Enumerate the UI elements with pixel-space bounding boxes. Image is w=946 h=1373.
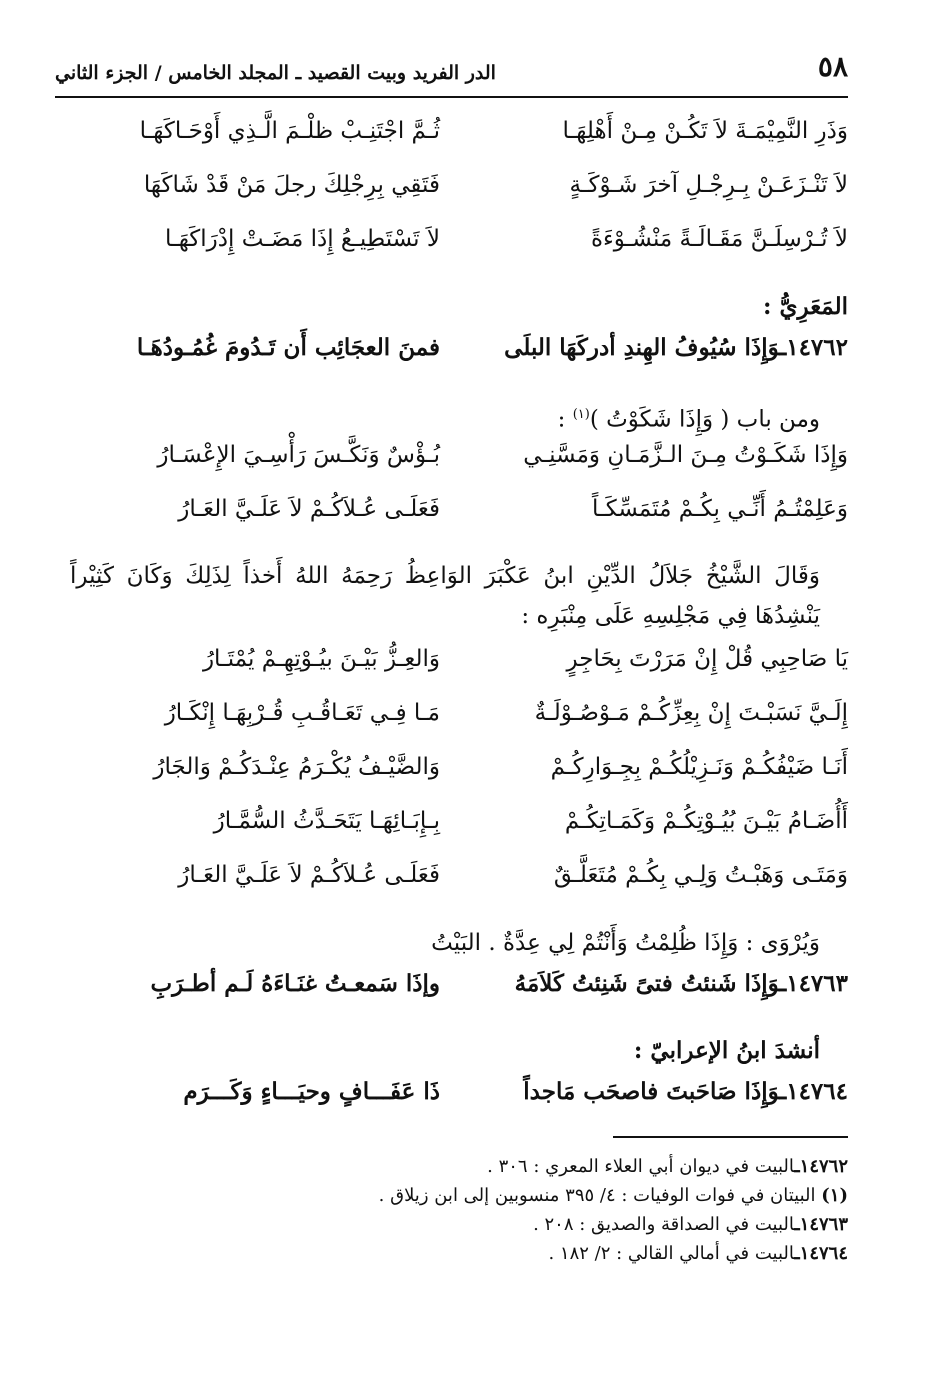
- second-hemistich: وإذَا سَمعـتُ غنَـاءَهُ لَـم أطـرَبِ: [150, 970, 440, 997]
- yurwa-line: وَيُرْوَى : وَإِذَا ظُلِمْتُ وَأَنْتُمْ لِي عِدَّةٌ . البَيْتُ: [431, 930, 820, 956]
- first-hemistich: وَذَرِ النَّمِيْمَـةَ لاَ تَكُـنْ مِـنْ أَهْلِهَـا: [562, 118, 848, 144]
- verse-line: [70, 442, 848, 496]
- first-hemistich: لاَ تَنْـزَعَـنْ بِـرِجْـلِ آخرَ شَـوْكَـةٍ: [569, 172, 848, 198]
- first-hemistich: إِلَـيَّ نَسَبْـتَ إِنْ بِعِزِّكُـمْ مَـوْصُـوْلَـةٌ: [534, 700, 848, 726]
- footnote-number: ١٤٧٦٢ـ: [794, 1156, 848, 1177]
- second-hemistich: وَالضَّيْـفُ يُكْـرَمُ عِنْـدَكُـمْ وَالجَارُ: [153, 754, 440, 780]
- first-hemistich: أَأُضَـامُ بَيْـنَ بُيُـوْتِكُـمْ وَكَمَـاتِكُـمْ: [564, 808, 848, 834]
- footnote: [70, 1239, 848, 1268]
- footnote-text: البيت في ديوان أبي العلاء المعري : ٣٠٦ .: [487, 1156, 795, 1177]
- footnote-number: ١٤٧٦٤ـ: [794, 1243, 848, 1264]
- verse-number: ١٤٧٦٤ـ: [779, 1078, 848, 1105]
- bab-tail: :: [557, 406, 573, 433]
- footnote: [70, 1210, 848, 1239]
- page-header: [55, 44, 848, 98]
- second-hemistich: ذَا عَفَـــافٍ وحيَـــاءٍ وَكَـــرَم: [183, 1078, 440, 1105]
- verse-line: [70, 862, 848, 916]
- footnote-text: البيت في الصداقة والصديق : ٢٠٨ .: [533, 1214, 795, 1235]
- first-hemistich: وَعَلِمْتُـمُ أَنِّـي بِكُـمْ مُتَمَسِّكَـاً: [591, 496, 848, 522]
- verse-line: [70, 172, 848, 226]
- running-title: الدر الفريد وبيت القصيد ـ المجلد الخامس / الجزء الثاني: [55, 62, 496, 84]
- verse-14763: [70, 970, 848, 1024]
- second-hemistich: بُـؤْسٌ وَنَكَّـسَ رَأْسِـيَ الإِعْسَـارُ: [157, 442, 440, 468]
- first-hemistich: [488, 334, 848, 361]
- verse-number: ١٤٧٦٢ـ: [779, 334, 848, 361]
- footnote-text: البيتان في فوات الوفيات : ٤/ ٣٩٥ منسوبين إلى ابن زيلاق .: [378, 1185, 816, 1206]
- footnote-marker: (١): [572, 407, 590, 422]
- second-hemistich: فَعَلَـى عُـلاَكُـمْ لاَ عَلَـيَّ العَـارُ: [178, 496, 440, 522]
- verse-14764: [70, 1078, 848, 1132]
- page-number: ٥٨: [817, 50, 848, 83]
- first-hemistich: لاَ تُـرْسِلَـنَّ مَقَـالَـةً مَنْشُـوْءَةً: [590, 226, 848, 252]
- first-hemistich: وَإِذَا شَكَـوْتُ مِـنَ الـزَّمَـانِ وَمَسَّنِـي: [523, 442, 848, 468]
- jalal-paragraph: وَقَالَ الشَّيْخُ جَلاَلُ الدِّيْنِ ابنُ عَكْبَرَ الوَاعِظُ رَحِمَهُ اللهُ أَخذاً لِذَلِكَ وَكَانَ كَثِيْراً يَنْشِدُهَا فِي مَجْلِسِهِ عَلَى مِنْبَرِه :: [70, 563, 820, 629]
- poem-2: [70, 442, 848, 550]
- page-body: [70, 118, 848, 1132]
- second-hemistich: فمنَ العجَائِب أَن تَـدُومَ غُمُـودُهَـا: [136, 334, 440, 361]
- second-hemistich: ثُـمَّ اجْتَنِـبْ ظلْـمَ الَّـذِي أَوْحَـاكَهَـا: [139, 118, 440, 144]
- hemistich-text: وَإِذَا سُيُوفُ الهِندِ أدركَهَا البلَى: [504, 334, 780, 361]
- arabi-label: أنشدَ ابنُ الإعرابيّ :: [633, 1037, 820, 1064]
- footnote: [70, 1181, 848, 1210]
- first-hemistich: أَنَـا ضَيْفُكُـمْ وَنَـزِيْلُكُـمْ بِجِـوَارِكُـمْ: [550, 754, 848, 780]
- second-hemistich: مَـا فِـي تَعَـاقُـبِ قُـرْبِهَـا إِنْكَـارُ: [164, 700, 440, 726]
- first-hemistich: [488, 1078, 848, 1105]
- second-hemistich: بِـإِبَـائِهَـا يَتَحَـدَّثُ السُّمَّـارُ: [213, 808, 440, 834]
- verse-line: [70, 646, 848, 700]
- verse-line: [70, 754, 848, 808]
- bab-text: ومن باب ( وَإِذَا شَكَوْتُ ): [589, 406, 820, 433]
- footnotes: [70, 1152, 848, 1268]
- poem-3: [70, 646, 848, 916]
- verse-line: [70, 118, 848, 172]
- verse-14762: [70, 334, 848, 388]
- footnote-number: ١٤٧٦٣ـ: [794, 1214, 848, 1235]
- verse-line: [70, 226, 848, 280]
- poem-1: [70, 118, 848, 280]
- bab-line: [70, 388, 848, 442]
- second-hemistich: وَالعِـزُّ بَيْـنَ بيُـوْتِهِـمْ يُمْتَـارُ: [202, 646, 440, 672]
- footnote-number: (١): [821, 1185, 848, 1206]
- first-hemistich: يَا صَاحِبِي قُلْ إِنْ مَرَرْتَ بِحَاجِرٍ: [566, 646, 848, 672]
- first-hemistich: [488, 970, 848, 997]
- first-hemistich: وَمَتَـى وَهَبْـتُ وَلِـي بِكُـمْ مُتَعَلَّـقٌ: [553, 862, 848, 888]
- second-hemistich: لاَ تَسْتَطِيـعُ إِذَا مَضَـتْ إِدْرَاكَهَـا: [164, 226, 440, 252]
- verse-line: [70, 808, 848, 862]
- hemistich-text: وَإِذَا صَاحَبتَ فاصحَب مَاجداً: [523, 1078, 780, 1105]
- verse-line: [70, 496, 848, 550]
- second-hemistich: فَتَقِي بِرِجْلِكَ رجلَ مَنْ قَدْ شَاكَهَا: [143, 172, 440, 198]
- hemistich-text: وَإِذَا شَنئتُ فتىً شَنِئتُ كَلاَمَهُ: [514, 970, 780, 997]
- verse-number: ١٤٧٦٣ـ: [779, 970, 848, 997]
- footnote: [70, 1152, 848, 1181]
- verse-line: [70, 700, 848, 754]
- second-hemistich: فَعَلَـى عُـلاَكُـمْ لاَ عَلَـيَّ العَـارُ: [178, 862, 440, 888]
- footnote-text: البيت في أمالي القالي : ٢/ ١٨٢ .: [548, 1243, 795, 1264]
- footnote-divider: [613, 1136, 848, 1138]
- maarri-label: المَعَرِيُّ :: [763, 293, 848, 320]
